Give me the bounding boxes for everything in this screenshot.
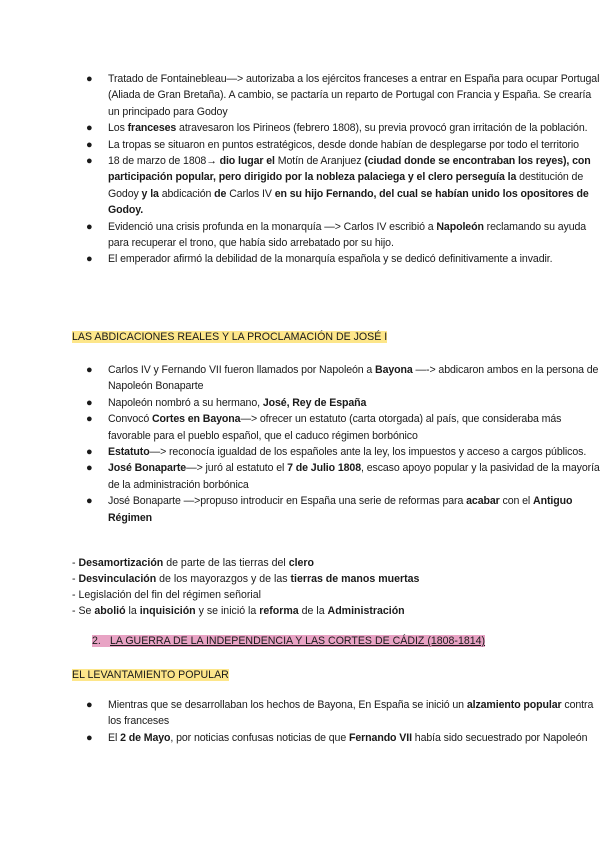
- list-item: [72, 71, 600, 120]
- dash-item: [72, 571, 419, 587]
- bullet-icon: ●: [86, 364, 93, 376]
- bullet-icon: ●: [86, 122, 93, 135]
- list1-3-run-5: y la: [138, 187, 162, 200]
- list3-1-run-0: El: [108, 731, 121, 744]
- list1-2-run-0: La tropas se situaron en puntos estratégicos, desde donde habían de desplegarse por todo el territorio: [108, 138, 579, 151]
- list2-3-run-1: Estatuto: [108, 446, 150, 459]
- bullet-list-abdicaciones: [0, 362, 600, 526]
- dash-3-run-4: y se inició la: [195, 605, 260, 617]
- dash-1-run-0: -: [72, 573, 79, 585]
- bullet-icon: ●: [86, 138, 93, 151]
- dash-1-run-1: Desvinculación: [78, 573, 157, 585]
- dash-0-run-0: -: [72, 557, 79, 569]
- list-item: [72, 219, 600, 252]
- list-item: [72, 362, 600, 395]
- list3-0-run-0: Mientras que se desarrollaban los hechos de Bayona, En España se inició un: [108, 699, 467, 711]
- bullet-icon: ●: [86, 495, 93, 508]
- list2-1-run-0: Napoleón nombró a su hermano,: [108, 396, 263, 409]
- list-item: [72, 411, 600, 444]
- bullet-icon: ●: [86, 446, 93, 459]
- list-item: [72, 493, 600, 526]
- list1-3-run-2: Motín de Aranjuez: [277, 155, 362, 168]
- bullet-icon: ●: [86, 731, 93, 744]
- section-2-number: 2.: [92, 635, 101, 647]
- list1-1-run-1: franceses: [127, 122, 177, 135]
- section-2-heading: [92, 634, 485, 648]
- dash-item: [72, 603, 405, 619]
- list3-1-run-2: , por noticias confusas noticias de que: [170, 731, 349, 744]
- list2-2-run-0: Convocó: [108, 413, 152, 426]
- list1-3-run-0: 18 de marzo de 1808: [108, 155, 207, 168]
- list3-0-run-1: alzamiento popular: [466, 699, 562, 711]
- list-item: [72, 444, 600, 460]
- list2-4-run-1: José Bonaparte: [108, 462, 187, 475]
- list2-1-run-1: José, Rey de España: [262, 396, 367, 409]
- list2-0-run-1: Bayona: [375, 364, 413, 376]
- bullet-list-levantamiento: [0, 697, 600, 746]
- bullet-icon: ●: [86, 73, 93, 85]
- list2-2-run-1: Cortes en Bayona: [151, 413, 241, 426]
- list-item: [72, 395, 600, 411]
- dash-3-run-5: reforma: [259, 605, 299, 617]
- list3-1-run-4: había sido secuestrado por Napoleón: [411, 731, 588, 744]
- list1-5-run-0: El emperador afirmó la debilidad de la monarquía española y se dedicó definitivamente a invadir.: [108, 253, 553, 266]
- list-item: [72, 251, 600, 267]
- list1-1-run-2: atravesaron los Pirineos (febrero 1808), su previa provocó gran irritación de la población.: [176, 122, 588, 135]
- list1-3-run-8: Carlos IV: [229, 187, 272, 200]
- dash-2-run-0: - Legislación del fin del régimen señorial: [72, 589, 262, 601]
- list2-0-run-0: Carlos IV y Fernando VII fueron llamados por Napoleón a: [108, 364, 376, 376]
- dash-0-run-3: clero: [288, 557, 315, 569]
- dash-3-run-6: de la: [298, 605, 328, 617]
- list1-4-run-1: Napoleón: [436, 220, 484, 233]
- list1-1-run-0: Los: [108, 122, 128, 135]
- list2-4-run-4: , escaso apoyo popular y la pasividad de la mayoría de la administración borbónica: [108, 462, 600, 491]
- dash-3-run-7: Administración: [327, 605, 405, 617]
- list2-5-run-2: con el: [499, 495, 534, 508]
- list1-3-run-9: en su hijo Fernando, del cual se habían unido los opositores de Godoy.: [108, 187, 589, 217]
- dash-item: [72, 555, 314, 571]
- dash-0-run-2: de parte de las tierras del: [163, 557, 289, 569]
- list-item: [72, 120, 600, 136]
- list1-3-run-1: → dio lugar el: [206, 155, 278, 168]
- dash-3-run-0: - Se: [72, 605, 95, 617]
- list-item: [72, 460, 600, 493]
- heading-levantamiento: [72, 668, 229, 682]
- bullet-icon: ●: [86, 462, 93, 475]
- heading-abdicaciones: [72, 330, 387, 344]
- bullet-icon: ●: [86, 699, 93, 711]
- list1-3-run-6: abdicación: [161, 187, 212, 200]
- list2-5-run-3: Antiguo Régimen: [108, 495, 573, 524]
- section-2-title: LA GUERRA DE LA INDEPENDENCIA Y LAS CORTES DE CÁDIZ (1808-1814): [110, 635, 486, 647]
- list2-4-run-2: —> juró al estatuto el: [186, 462, 288, 475]
- list1-0-run-0: Tratado de Fontainebleau—> autorizaba a los ejércitos franceses a entrar en España para ocupar Portugal (Aliada de Gran Bretaña). A cambio, se pactaría un reparto de Portugal con Francia y España. Se crearía un principado para Godoy: [108, 73, 600, 118]
- list1-4-run-2: reclamando su ayuda para recuperar el trono, que había sido arrebatado por su hijo.: [108, 220, 587, 250]
- bullet-list-fontainebleau: [0, 71, 600, 268]
- bullet-icon: ●: [86, 220, 93, 233]
- list1-4-run-0: Evidenció una crisis profunda en la monarquía —> Carlos IV escribió a: [108, 220, 437, 233]
- list3-1-run-1: 2 de Mayo: [120, 731, 171, 744]
- list2-5-run-0: José Bonaparte —>propuso introducir en España una serie de reformas para: [108, 495, 467, 508]
- bullet-icon: ●: [86, 155, 93, 168]
- list2-4-run-3: 7 de Julio 1808: [287, 462, 362, 475]
- list3-1-run-3: Fernando VII: [348, 731, 412, 744]
- dash-3-run-1: abolió: [94, 605, 126, 617]
- list2-5-run-1: acabar: [466, 495, 500, 508]
- list2-2-run-2: —> ofrecer un estatuto (carta otorgada) al país, que consideraba más favorable para el pueblo español, que el caduco régimen borbónico: [108, 413, 562, 442]
- dash-3-run-3: inquisición: [139, 605, 196, 617]
- list-item: [72, 730, 600, 746]
- list1-3-run-3: (ciudad donde se encontraban los reyes), con participación popular, pero dirigido por la nobleza palaciega y el clero perseguía la: [108, 155, 591, 184]
- bullet-icon: ●: [86, 396, 93, 409]
- dash-1-run-3: tierras de manos muertas: [290, 573, 420, 585]
- dash-1-run-2: de los mayorazgos y de las: [156, 573, 291, 585]
- list-item: [72, 137, 600, 153]
- list1-3-run-7: de: [211, 187, 230, 200]
- list1-3-run-4: destitución de Godoy: [108, 171, 584, 200]
- heading-abdicaciones-text: LAS ABDICACIONES REALES Y LA PROCLAMACIÓN DE JOSÉ I: [72, 331, 388, 343]
- dash-3-run-2: la: [125, 605, 140, 617]
- list2-0-run-2: —-> abdicaron ambos en la persona de Napoleón Bonaparte: [108, 364, 599, 393]
- list3-0-run-2: contra los franceses: [108, 699, 594, 728]
- list2-3-run-2: —> reconocía igualdad de los españoles ante la ley, los impuestos y acceso a cargos públicos.: [149, 446, 587, 459]
- heading-levantamiento-text: EL LEVANTAMIENTO POPULAR: [72, 669, 229, 681]
- dash-item: [72, 587, 261, 603]
- list-item: [72, 697, 600, 730]
- list-item: [72, 153, 600, 219]
- bullet-icon: ●: [86, 253, 93, 266]
- dash-0-run-1: Desamortización: [78, 557, 164, 569]
- bullet-icon: ●: [86, 413, 93, 426]
